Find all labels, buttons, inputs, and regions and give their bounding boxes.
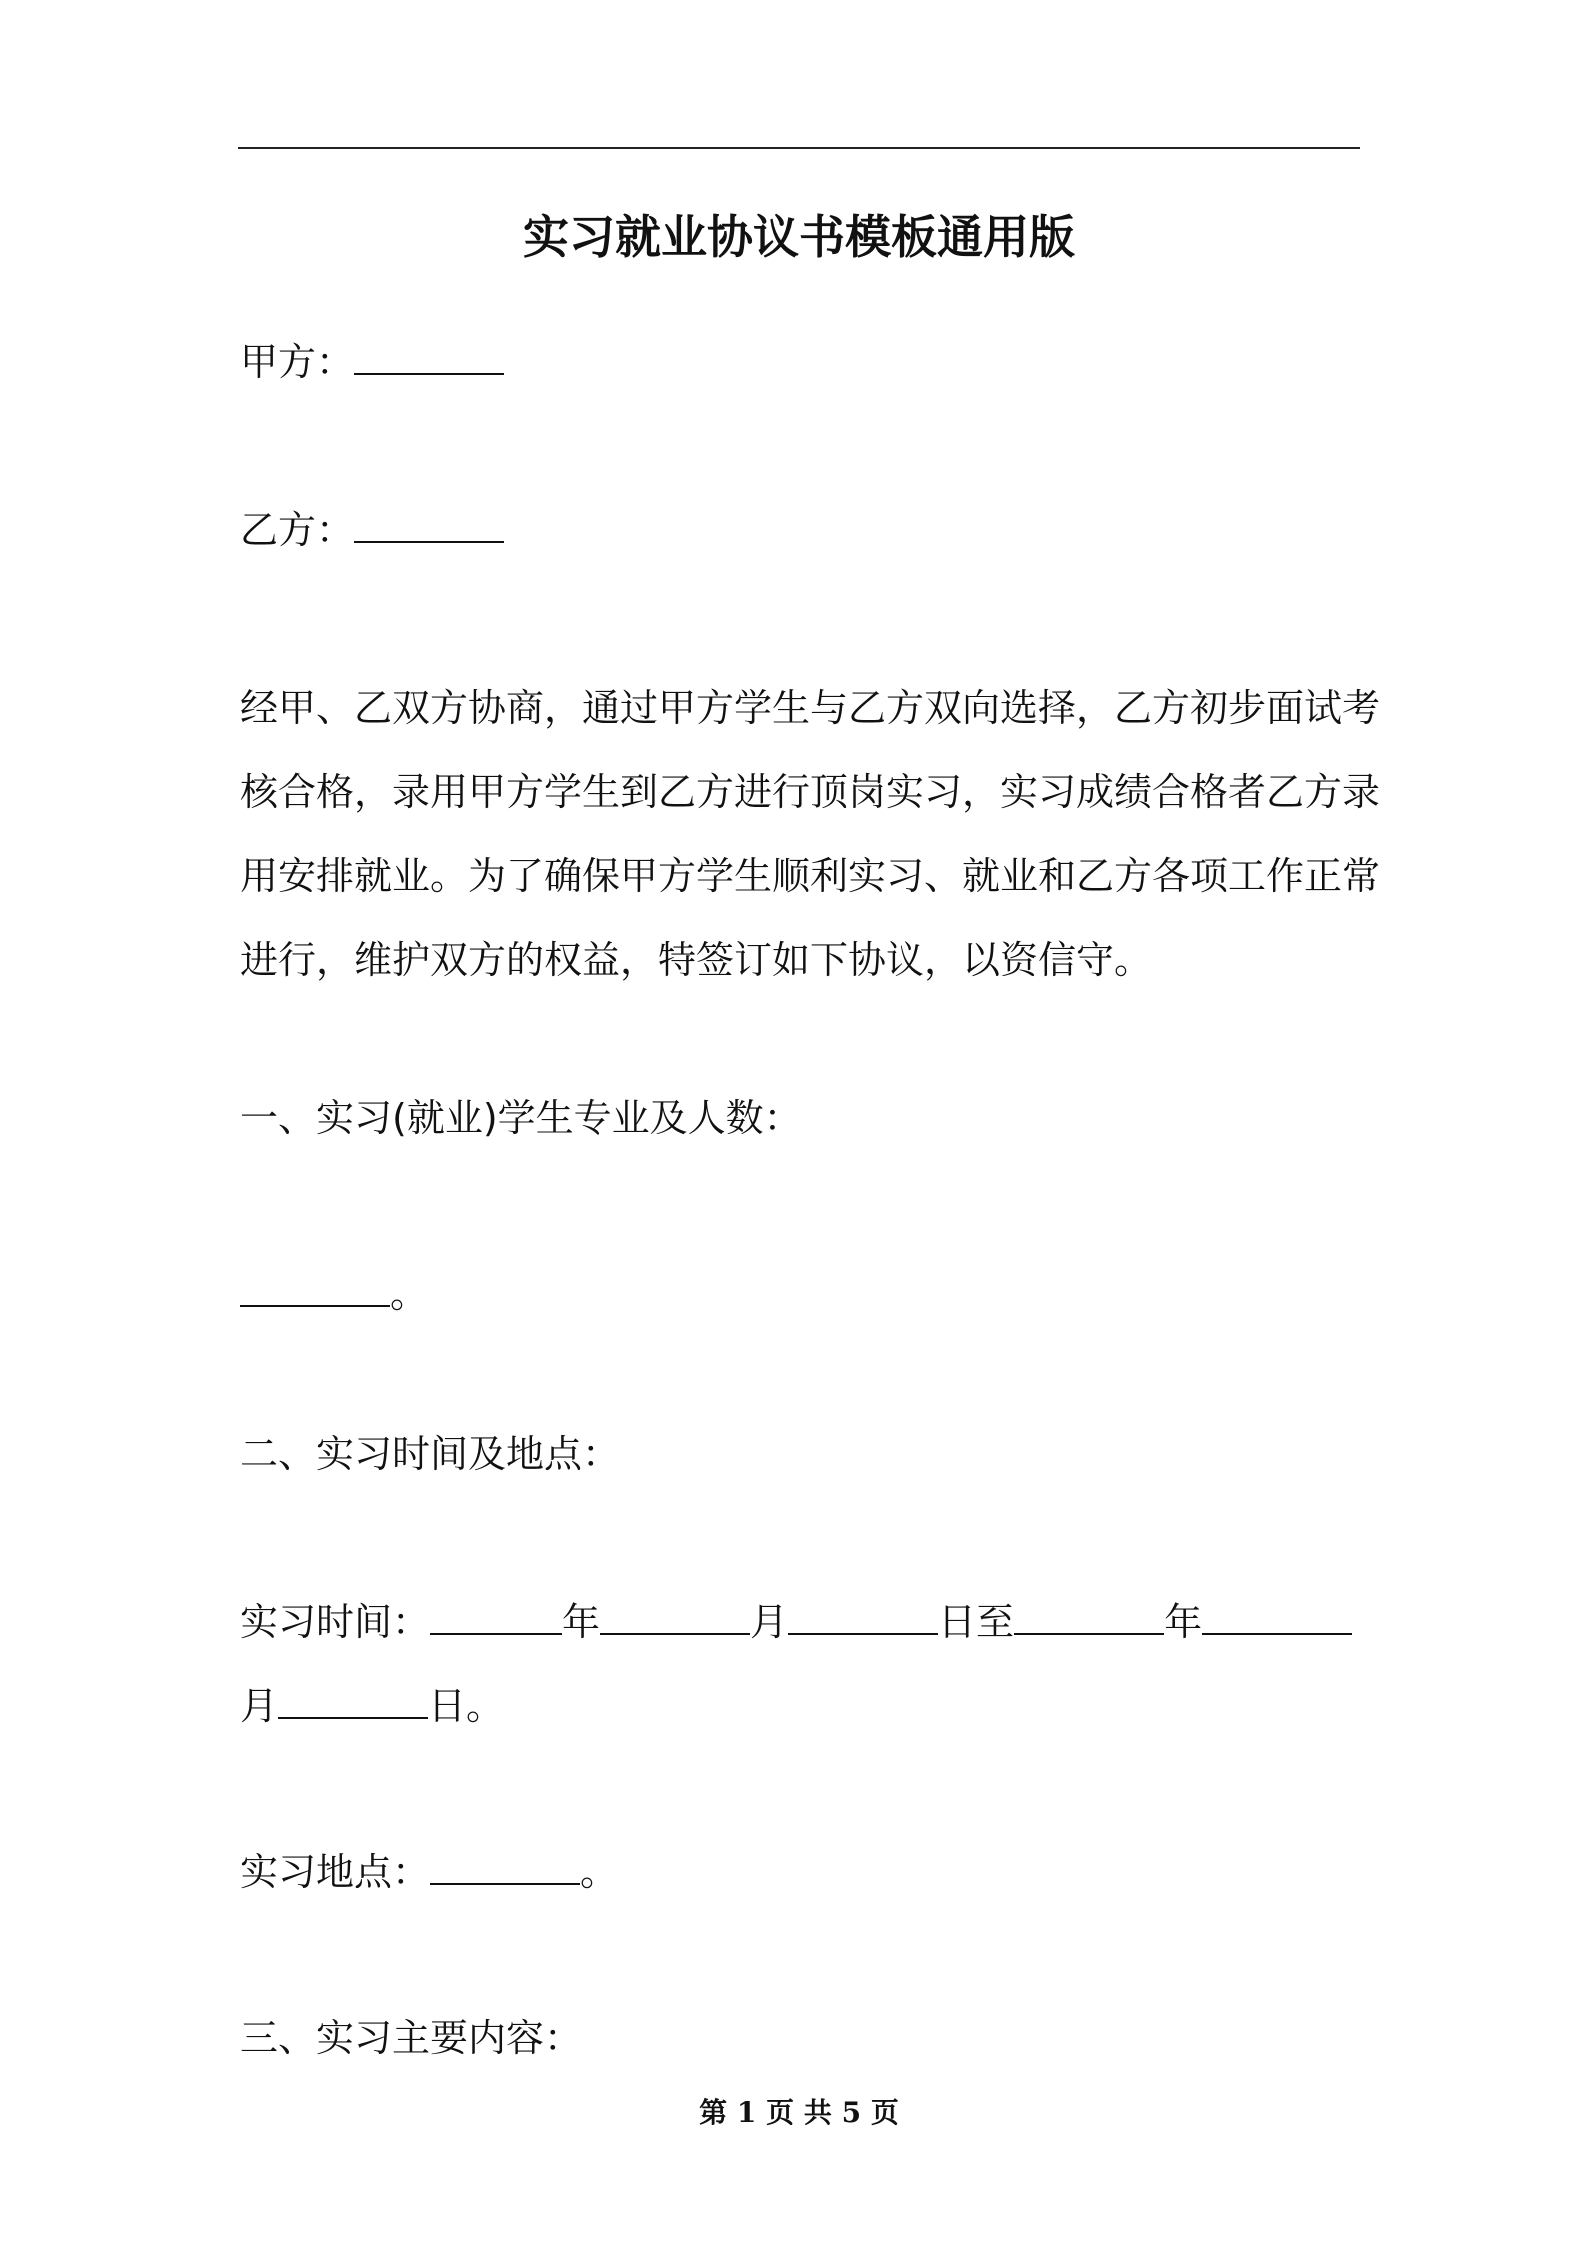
- end-month-blank: [1202, 1597, 1352, 1635]
- location-end: 。: [580, 1850, 619, 1894]
- document-title: 实习就业协议书模板通用版: [523, 210, 1075, 264]
- section3-heading: 三、实习主要内容：: [240, 2016, 583, 2060]
- party-a-blank: [354, 337, 504, 375]
- intro-line: 核合格，录用甲方学生到乙方进行顶岗实习，实习成绩合格者乙方录: [240, 770, 1381, 814]
- party-a-label: 甲方：: [240, 340, 355, 384]
- party-b-blank: [354, 505, 504, 543]
- day-end-label: 日。: [428, 1684, 505, 1728]
- month-label: 月: [240, 1684, 279, 1728]
- start-day-blank: [788, 1597, 938, 1635]
- time-line-2: [240, 1680, 1360, 1732]
- intro-line: 经甲、乙双方协商，通过甲方学生与乙方双向选择，乙方初步面试考: [240, 686, 1381, 730]
- page-number: 第 1 页 共 5 页: [699, 2096, 899, 2129]
- intro-line: 进行，维护双方的权益，特签订如下协议，以资信守。: [240, 938, 1153, 982]
- start-month-blank: [600, 1597, 750, 1635]
- time-line: [240, 1596, 1360, 1648]
- section1-end: 。: [390, 1272, 429, 1316]
- location-line: [240, 1846, 1360, 1898]
- section1-heading: 一、实习(就业)学生专业及人数：: [240, 1096, 802, 1140]
- major-count-blank: [240, 1269, 390, 1307]
- month-label: 月: [750, 1600, 789, 1644]
- time-label: 实习时间：: [240, 1600, 431, 1644]
- day-to-label: 日至: [938, 1600, 1015, 1644]
- section1-blank-line: [240, 1268, 1360, 1320]
- year-label: 年: [562, 1600, 601, 1644]
- party-b-label: 乙方：: [240, 508, 355, 552]
- section2-heading: 二、实习时间及地点：: [240, 1432, 621, 1476]
- end-day-blank: [278, 1681, 428, 1719]
- location-label: 实习地点：: [240, 1850, 431, 1894]
- location-blank: [430, 1847, 580, 1885]
- intro-paragraph: [240, 666, 1381, 1002]
- intro-line: 用安排就业。为了确保甲方学生顺利实习、就业和乙方各项工作正常: [240, 854, 1381, 898]
- party-b-line: [240, 504, 1360, 556]
- header-rule: [238, 147, 1360, 149]
- year-label: 年: [1164, 1600, 1203, 1644]
- end-year-blank: [1014, 1597, 1164, 1635]
- party-a-line: [240, 336, 1360, 388]
- start-year-blank: [430, 1597, 562, 1635]
